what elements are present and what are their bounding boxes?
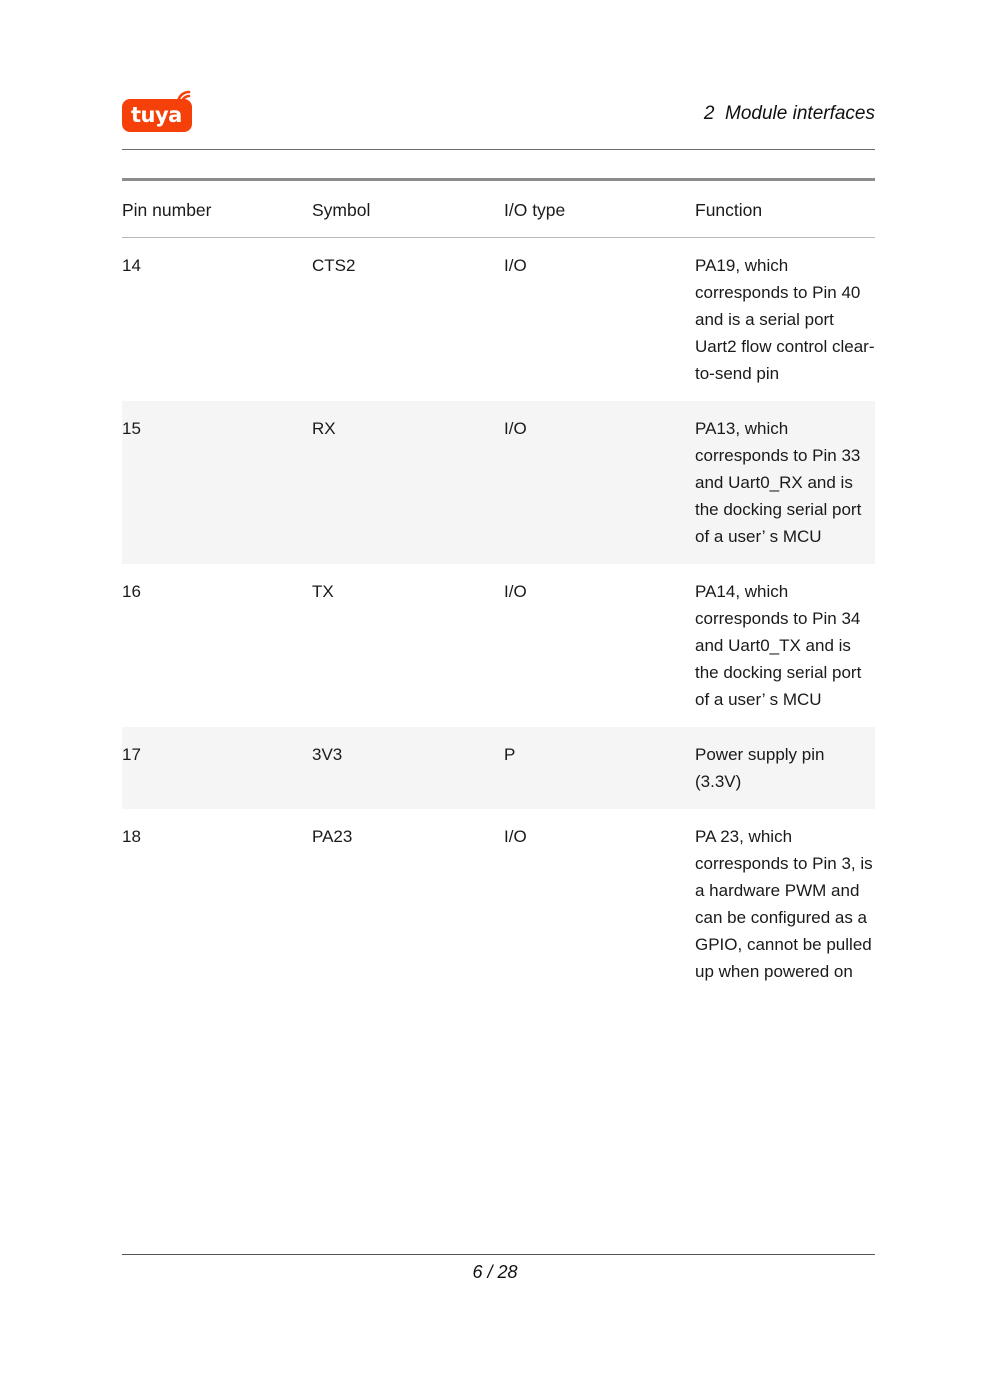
cell-io-type: I/O xyxy=(504,827,527,846)
page-number: 6 / 28 xyxy=(472,1262,518,1282)
table-row xyxy=(122,809,878,999)
cell-symbol: 3V3 xyxy=(312,745,343,764)
cell-function: PA13, which corresponds to Pin 33 and Uart0_RX and is the docking serial port of a user’ s MCU xyxy=(695,419,867,546)
table-header-row xyxy=(122,181,875,237)
cell-pin-number: 14 xyxy=(122,256,141,275)
table-row xyxy=(122,401,875,564)
table-row xyxy=(122,727,875,809)
cell-io-type: I/O xyxy=(504,582,527,601)
cell-function: PA 23, which corresponds to Pin 3, is a hardware PWM and can be configured as a GPIO, cannot be pulled up when powered on xyxy=(695,827,878,981)
table-row xyxy=(122,564,875,727)
footer-divider xyxy=(122,1254,875,1255)
column-header-io-type: I/O type xyxy=(504,200,566,220)
logo-wordmark: tuya xyxy=(131,103,182,127)
cell-pin-number: 17 xyxy=(122,745,141,764)
page-header xyxy=(122,93,875,149)
cell-function: PA19, which corresponds to Pin 40 and is a serial port Uart2 flow control clear-to-send pin xyxy=(695,256,875,383)
cell-io-type: I/O xyxy=(504,256,527,275)
cell-pin-number: 16 xyxy=(122,582,141,601)
cell-function: Power supply pin (3.3V) xyxy=(695,745,830,791)
pin-definition-table xyxy=(122,178,878,999)
section-title: 2 Module interfaces xyxy=(703,103,875,124)
table-row xyxy=(122,238,875,401)
header-divider xyxy=(122,149,875,150)
wifi-arc-icon xyxy=(174,87,194,107)
cell-symbol: RX xyxy=(312,419,336,438)
cell-function: PA14, which corresponds to Pin 34 and Uart0_TX and is the docking serial port of a user’ s MCU xyxy=(695,582,867,709)
cell-symbol: TX xyxy=(312,582,334,601)
column-header-symbol: Symbol xyxy=(312,200,371,220)
cell-pin-number: 18 xyxy=(122,827,141,846)
cell-io-type: I/O xyxy=(504,419,527,438)
cell-pin-number: 15 xyxy=(122,419,141,438)
cell-io-type: P xyxy=(504,745,516,764)
column-header-function: Function xyxy=(695,200,763,220)
column-header-pin-number: Pin number xyxy=(122,200,212,220)
cell-symbol: PA23 xyxy=(312,827,353,846)
cell-symbol: CTS2 xyxy=(312,256,356,275)
